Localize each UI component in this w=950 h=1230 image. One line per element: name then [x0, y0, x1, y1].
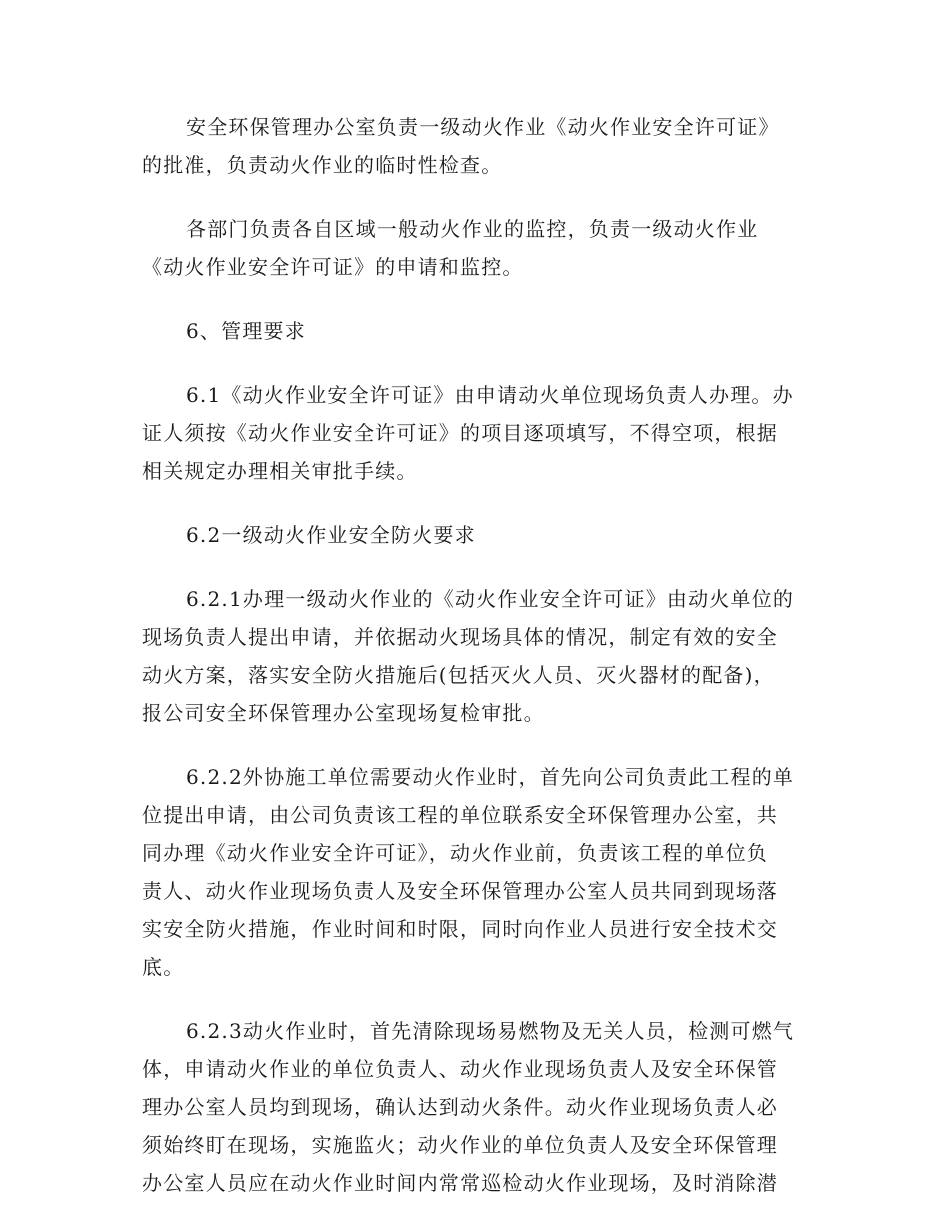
- text-line: 报公司安全环保管理办公室现场复检审批。: [142, 701, 545, 725]
- paragraph-responsibility-safety-office: [142, 108, 814, 184]
- text-line: 6.2.3动火作业时，首先清除现场易燃物及无关人员，检测可燃气: [186, 1019, 795, 1043]
- paragraph-responsibility-departments: [142, 210, 814, 286]
- text-line: 须始终盯在现场，实施监火；动火作业的单位负责人及安全环保管理: [142, 1133, 778, 1157]
- paragraph-6-2-2: [142, 758, 814, 986]
- document-body: [142, 108, 814, 1228]
- text-line: 实安全防火措施，作业时间和时限，同时向作业人员进行安全技术交: [142, 917, 778, 941]
- paragraph-6-1: [142, 376, 814, 490]
- text-line: 6.2.2外协施工单位需要动火作业时，首先向公司负责此工程的单: [186, 765, 795, 789]
- text-line: 办公室人员应在动火作业时间内常常巡检动火作业现场，及时消除潜: [142, 1171, 778, 1195]
- text-line: 安全环保管理办公室负责一级动火作业《动火作业安全许可证》: [186, 115, 780, 139]
- text-line: 体，申请动火作业的单位负责人、动火作业现场负责人及安全环保管: [142, 1057, 778, 1081]
- text-line: 《动火作业安全许可证》的申请和监控。: [142, 255, 524, 279]
- text-line: 6.1《动火作业安全许可证》由申请动火单位现场负责人办理。办: [186, 383, 794, 407]
- text-line: 位提出申请，由公司负责该工程的单位联系安全环保管理办公室，共: [142, 803, 778, 827]
- text-line: 6.2.1办理一级动火作业的《动火作业安全许可证》由动火单位的: [186, 587, 795, 611]
- paragraph-6-2-1: [142, 580, 814, 732]
- heading-text: 6、管理要求: [186, 319, 306, 343]
- text-line: 动火方案，落实安全防火措施后(包括灭火人员、灭火器材的配备)，: [142, 663, 775, 687]
- section-heading-management-requirements: [142, 312, 814, 350]
- text-line: 证人须按《动火作业安全许可证》的项目逐项填写，不得空项，根据: [142, 421, 778, 445]
- text-line: 底。: [142, 955, 185, 979]
- text-line: 现场负责人提出申请，并依据动火现场具体的情况，制定有效的安全: [142, 625, 778, 649]
- paragraph-6-2-3: [142, 1012, 814, 1202]
- text-line: 相关规定办理相关审批手续。: [142, 459, 418, 483]
- heading-text: 6.2一级动火作业安全防火要求: [186, 523, 476, 547]
- text-line: 同办理《动火作业安全许可证》，动火作业前，负责该工程的单位负: [142, 841, 768, 865]
- subsection-heading-6-2: [142, 516, 814, 554]
- text-line: 各部门负责各自区域一般动火作业的监控，负责一级动火作业: [186, 217, 759, 241]
- text-line: 的批准，负责动火作业的临时性检查。: [142, 153, 503, 177]
- text-line: 责人、动火作业现场负责人及安全环保管理办公室人员共同到现场落: [142, 879, 778, 903]
- text-line: 理办公室人员均到现场，确认达到动火条件。动火作业现场负责人必: [142, 1095, 778, 1119]
